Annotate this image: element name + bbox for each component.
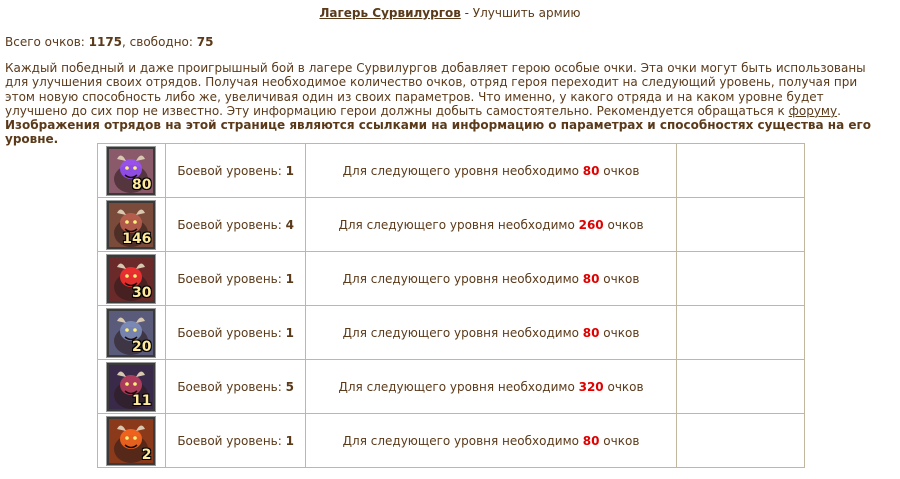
unit-image-cell (98, 360, 166, 414)
unit-level-cell (165, 414, 306, 468)
unit-image-cell (98, 144, 166, 198)
unit-row (98, 198, 805, 252)
unit-row (98, 306, 805, 360)
unit-action-cell (676, 252, 804, 306)
requirement-suffix: очков (603, 217, 644, 232)
unit-image-cell (98, 306, 166, 360)
unit-image-cell (98, 198, 166, 252)
unit-action-cell (676, 144, 804, 198)
unit-level-cell (165, 306, 306, 360)
required-points: 80 (582, 271, 600, 286)
requirement-prefix: Для следующего уровня необходимо (338, 379, 579, 394)
requirement-prefix: Для следующего уровня необходимо (342, 325, 583, 340)
total-label: Всего очков: (5, 35, 89, 49)
unit-row (98, 144, 805, 198)
unit-image-cell (98, 252, 166, 306)
requirement-suffix: очков (599, 433, 640, 448)
unit-requirement-cell (306, 360, 676, 414)
unit-count: 146 (122, 230, 152, 247)
unit-portrait-link[interactable] (107, 417, 155, 465)
level-label: Боевой уровень: (177, 325, 286, 340)
level-label: Боевой уровень: (177, 163, 286, 178)
level-label: Боевой уровень: (177, 379, 286, 394)
forum-link[interactable]: форуму (788, 103, 838, 118)
level-label: Боевой уровень: (177, 271, 286, 286)
level-value: 4 (285, 217, 294, 232)
header-subtitle: Улучшить армию (472, 6, 581, 20)
unit-portrait-link[interactable] (107, 363, 155, 411)
requirement-suffix: очков (599, 163, 640, 178)
requirement-prefix: Для следующего уровня необходимо (342, 271, 583, 286)
unit-row (98, 414, 805, 468)
unit-level-cell (165, 252, 306, 306)
unit-count: 80 (131, 176, 152, 193)
unit-action-cell (676, 198, 804, 252)
total-value: 1175 (88, 35, 123, 49)
unit-count: 2 (141, 446, 152, 463)
unit-level-cell (165, 198, 306, 252)
level-label: Боевой уровень: (177, 433, 286, 448)
unit-action-cell (676, 360, 804, 414)
page-header (0, 0, 900, 24)
requirement-suffix: очков (599, 271, 640, 286)
free-value: 75 (196, 35, 214, 49)
unit-row (98, 360, 805, 414)
unit-level-cell (165, 360, 306, 414)
required-points: 80 (582, 433, 600, 448)
unit-action-cell (676, 414, 804, 468)
unit-count: 30 (131, 284, 152, 301)
required-points: 80 (582, 325, 600, 340)
description-text: Каждый победный и даже проигрышный бой в лагере Сурвилургов добавляет герою особые очки. Эта очки могут быть использованы для улучшения своих отрядов. Получая необходимое количество очков, отряд героя переходит на следующий уровень, получая при этом новую способность либо же, увеличивая один из своих параметров. Что именно, у какого отряда и на каком уровне будет улучшено до сих пор не известно. Эту информацию герои должны добыть самостоятельно. Рекомендуется обращаться к (5, 61, 866, 118)
unit-requirement-cell (306, 144, 676, 198)
requirement-suffix: очков (603, 379, 644, 394)
description (5, 61, 888, 147)
level-value: 1 (285, 325, 294, 340)
required-points: 80 (582, 163, 600, 178)
unit-level-cell (165, 144, 306, 198)
unit-count: 11 (131, 392, 152, 409)
unit-requirement-cell (306, 198, 676, 252)
army-table (97, 143, 805, 468)
unit-action-cell (676, 306, 804, 360)
level-value: 1 (285, 271, 294, 286)
free-label: , свободно: (122, 35, 197, 49)
required-points: 260 (578, 217, 604, 232)
unit-row (98, 252, 805, 306)
unit-portrait-link[interactable] (107, 201, 155, 249)
requirement-prefix: Для следующего уровня необходимо (342, 163, 583, 178)
level-value: 1 (285, 163, 294, 178)
level-label: Боевой уровень: (177, 217, 286, 232)
requirement-prefix: Для следующего уровня необходимо (342, 433, 583, 448)
unit-image-cell (98, 414, 166, 468)
camp-link[interactable]: Лагерь Сурвилургов (319, 6, 461, 20)
unit-requirement-cell (306, 414, 676, 468)
level-value: 1 (285, 433, 294, 448)
requirement-prefix: Для следующего уровня необходимо (338, 217, 579, 232)
unit-portrait-link[interactable] (107, 309, 155, 357)
unit-portrait-link[interactable] (107, 255, 155, 303)
unit-requirement-cell (306, 306, 676, 360)
required-points: 320 (578, 379, 604, 394)
level-value: 5 (285, 379, 294, 394)
header-separator: - (460, 6, 473, 20)
description-bold-note: Изображения отрядов на этой странице являются ссылками на информацию о параметрах и способностях существа на его уровне. (5, 118, 871, 147)
points-totals (5, 33, 900, 51)
requirement-suffix: очков (599, 325, 640, 340)
unit-requirement-cell (306, 252, 676, 306)
unit-portrait-link[interactable] (107, 147, 155, 195)
unit-count: 20 (131, 338, 152, 355)
description-sep: . (837, 103, 841, 118)
